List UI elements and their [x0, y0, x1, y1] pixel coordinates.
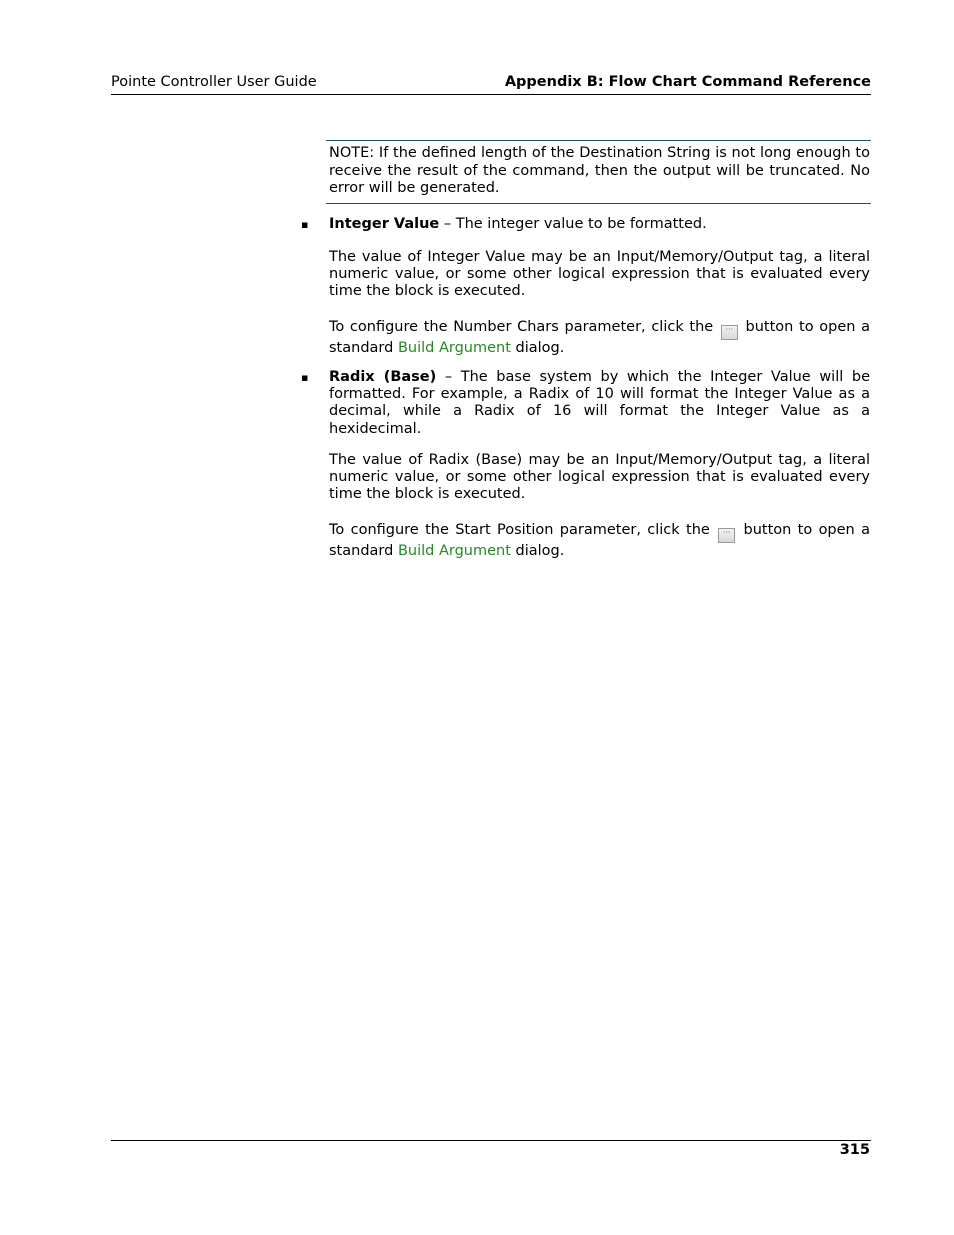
page-number: 315	[839, 1142, 870, 1158]
build-argument-link[interactable]: Build Argument	[397, 340, 511, 356]
item-term: Radix (Base)	[329, 369, 437, 385]
note-text: NOTE: If the defined length of the Destination String is not long enough to receive the result of the command, then the output will be truncated. No error will be generated.	[329, 145, 870, 196]
item-term: Integer Value	[329, 216, 440, 232]
header-section-title: Appendix B: Flow Chart Command Reference	[504, 74, 871, 90]
item-description: – The base system by which the Integer Value will be formatted. For example, a Radix of 10 will format the Integer Value as a decimal, while a Radix of 16 will format the Integer Value as a hexidecimal.	[329, 369, 870, 437]
bullet-marker: ▪	[301, 371, 309, 384]
bullet-marker: ▪	[301, 218, 309, 231]
item-description: – The integer value to be formatted.	[439, 216, 707, 232]
item-radix-base-para2: To configure the Start Position parameter, click the ··· button to open a standard Build Argument dialog.	[329, 522, 870, 559]
item-radix-base	[329, 369, 870, 438]
page-header	[111, 72, 871, 95]
item-integer-value-para2: To configure the Number Chars parameter, click the ··· button to open a standard Build Argument dialog.	[329, 319, 870, 356]
item-integer-value-para1: The value of Integer Value may be an Input/Memory/Output tag, a literal numeric value, or some other logical expression that is evaluated every time the block is executed.	[329, 249, 870, 300]
item-radix-base-para1: The value of Radix (Base) may be an Input/Memory/Output tag, a literal numeric value, or some other logical expression that is evaluated every time the block is executed.	[329, 452, 870, 503]
header-guide-title: Pointe Controller User Guide	[111, 74, 317, 90]
footer-divider	[111, 1140, 871, 1141]
ellipsis-button-icon: ···	[721, 325, 738, 340]
ellipsis-button-icon: ···	[718, 528, 735, 543]
note-box	[326, 140, 871, 204]
item-integer-value	[329, 216, 870, 233]
build-argument-link[interactable]: Build Argument	[397, 543, 511, 559]
